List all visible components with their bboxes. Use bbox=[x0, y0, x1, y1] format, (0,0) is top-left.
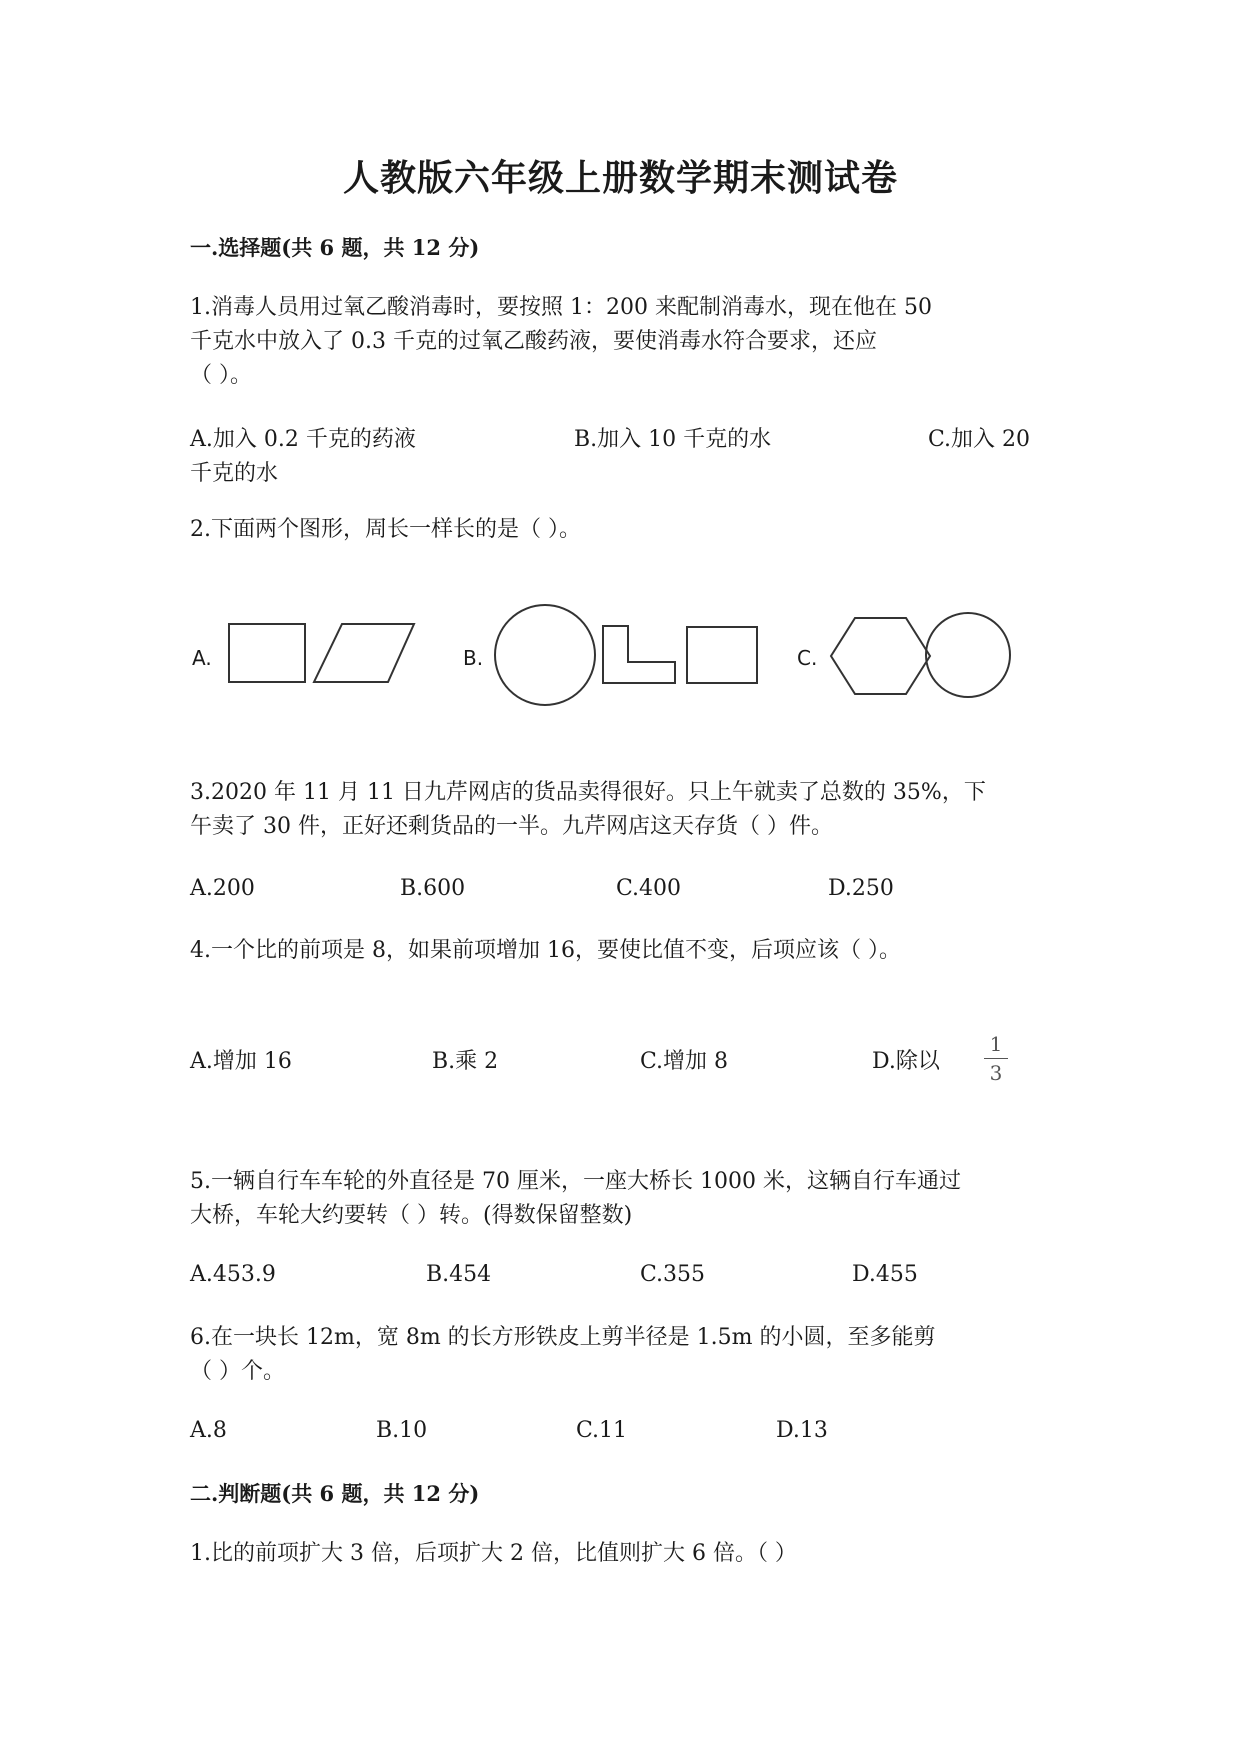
question-1-option-c[interactable]: C.加入 20 bbox=[928, 427, 1031, 452]
figure-label-c: C. bbox=[797, 646, 818, 670]
question-1-line-1: 1.消毒人员用过氧乙酸消毒时，要按照 1：200 来配制消毒水，现在他在 50 bbox=[190, 295, 932, 320]
figure-c-circle bbox=[926, 613, 1010, 697]
question-6-option-c[interactable]: C.11 bbox=[576, 1418, 628, 1443]
figure-b-l-shape bbox=[603, 626, 675, 683]
question-3-option-c[interactable]: C.400 bbox=[616, 876, 682, 901]
question-3-line-1: 3.2020 年 11 月 11 日九芹网店的货品卖得很好。只上午就卖了总数的 35%，下 bbox=[190, 780, 986, 805]
question-6-option-a[interactable]: A.8 bbox=[190, 1418, 227, 1443]
section-heading-judgment: 二.判断题(共 6 题，共 12 分) bbox=[190, 1481, 480, 1506]
fraction-numerator: 1 bbox=[989, 1032, 1003, 1056]
figure-a-parallelogram bbox=[314, 624, 414, 682]
figure-c-hexagon bbox=[831, 618, 930, 694]
question-1-option-c-continued: 千克的水 bbox=[190, 461, 279, 486]
question-5-option-b[interactable]: B.454 bbox=[426, 1262, 492, 1287]
question-1-option-a[interactable]: A.加入 0.2 千克的药液 bbox=[190, 427, 416, 452]
question-1-option-b[interactable]: B.加入 10 千克的水 bbox=[574, 427, 772, 452]
question-6-option-d[interactable]: D.13 bbox=[776, 1418, 828, 1443]
question-4-option-d[interactable]: D.除以 bbox=[872, 1049, 940, 1074]
shapes-figure bbox=[0, 0, 1241, 760]
question-2-line-1: 2.下面两个图形，周长一样长的是（ ）。 bbox=[190, 517, 581, 542]
question-6-line-1: 6.在一块长 12m，宽 8m 的长方形铁皮上剪半径是 1.5m 的小圆，至多能剪 bbox=[190, 1325, 936, 1350]
question-6-option-b[interactable]: B.10 bbox=[376, 1418, 428, 1443]
question-1-line-3: （ ）。 bbox=[190, 363, 252, 388]
figure-b-circle bbox=[495, 605, 595, 705]
question-1-line-2: 千克水中放入了 0.3 千克的过氧乙酸药液，要使消毒水符合要求，还应 bbox=[190, 329, 877, 354]
question-3-option-d[interactable]: D.250 bbox=[828, 876, 894, 901]
question-3-option-a[interactable]: A.200 bbox=[190, 876, 255, 901]
question-5-option-c[interactable]: C.355 bbox=[640, 1262, 706, 1287]
question-5-option-d[interactable]: D.455 bbox=[852, 1262, 918, 1287]
question-4-option-b[interactable]: B.乘 2 bbox=[432, 1049, 499, 1074]
fraction-bar bbox=[984, 1058, 1008, 1059]
question-4-line-1: 4.一个比的前项是 8，如果前项增加 16，要使比值不变，后项应该（ ）。 bbox=[190, 938, 901, 963]
fraction-one-third bbox=[984, 1032, 1008, 1085]
section-heading-choice: 一.选择题(共 6 题，共 12 分) bbox=[190, 235, 480, 260]
question-5-line-1: 5.一辆自行车车轮的外直径是 70 厘米，一座大桥长 1000 米，这辆自行车通过 bbox=[190, 1169, 961, 1194]
figure-b-rectangle bbox=[687, 627, 757, 683]
question-5-option-a[interactable]: A.453.9 bbox=[190, 1262, 276, 1287]
question-3-option-b[interactable]: B.600 bbox=[400, 876, 466, 901]
question-4-option-a[interactable]: A.增加 16 bbox=[190, 1049, 292, 1074]
question-3-line-2: 午卖了 30 件，正好还剩货品的一半。九芹网店这天存货（ ）件。 bbox=[190, 814, 833, 839]
figure-label-b: B. bbox=[463, 646, 484, 670]
question-5-line-2: 大桥，车轮大约要转（ ）转。(得数保留整数) bbox=[190, 1203, 633, 1228]
judgment-question-1: 1.比的前项扩大 3 倍，后项扩大 2 倍，比值则扩大 6 倍。（ ） bbox=[190, 1541, 797, 1566]
page-title: 人教版六年级上册数学期末测试卷 bbox=[342, 157, 898, 199]
question-4-option-c[interactable]: C.增加 8 bbox=[640, 1049, 729, 1074]
question-6-line-2: （ ）个。 bbox=[190, 1359, 285, 1384]
figure-label-a: A. bbox=[192, 646, 212, 670]
figure-a-rectangle bbox=[229, 624, 305, 682]
fraction-denominator: 3 bbox=[989, 1061, 1003, 1085]
